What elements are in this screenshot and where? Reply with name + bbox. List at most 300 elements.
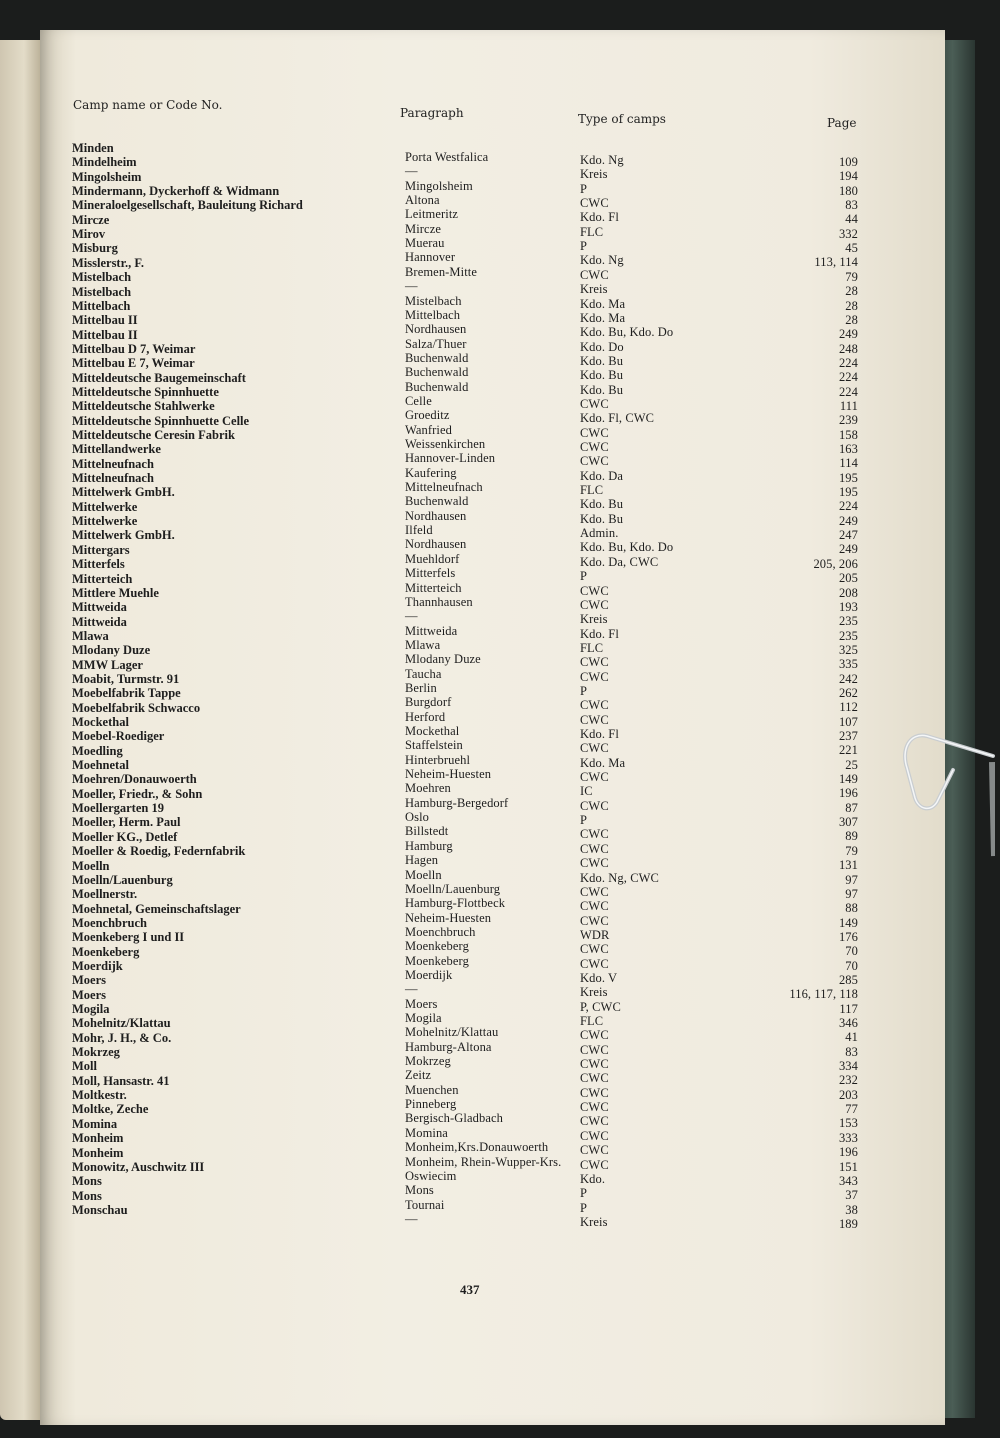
type-of-camp-cell: CWC — [580, 597, 609, 612]
paragraph-cell: — — [405, 1211, 418, 1226]
type-of-camp-cell: CWC — [580, 884, 609, 899]
page-ref-cell: 28 — [845, 284, 858, 299]
page-ref-cell: 307 — [838, 815, 858, 830]
camp-name-cell: Mittelbau II — [72, 313, 138, 328]
paragraph-cell: — — [405, 279, 418, 294]
paragraph-cell: Bremen-Mitte — [405, 264, 478, 279]
paragraph-cell: Burgdorf — [405, 695, 452, 710]
paragraph-cell: Monheim, Rhein-Wupper-Krs. — [405, 1154, 562, 1169]
camp-name-cell: Monschau — [72, 1202, 128, 1217]
paragraph-cell: Berlin — [405, 680, 437, 695]
page-ref-cell: 205, 206 — [813, 556, 858, 571]
paragraph-cell: Mokrzeg — [405, 1054, 451, 1069]
page-ref-cell: 189 — [838, 1216, 858, 1231]
type-of-camp-cell: FLC — [580, 224, 604, 239]
table-row — [40, 499, 945, 528]
camp-name-cell: Mohelnitz/Klattau — [72, 1016, 171, 1031]
paragraph-cell: Mittelbach — [405, 307, 461, 322]
page-ref-cell: 163 — [838, 442, 858, 456]
paragraph-cell: Buchenwald — [405, 379, 469, 394]
page-ref-cell: 70 — [845, 958, 858, 973]
paragraph-cell: Staffelstein — [405, 738, 463, 753]
paragraph-cell: Weissenkirchen — [405, 437, 486, 451]
type-of-camp-cell: Kdo. Bu — [580, 511, 624, 526]
page-ref-cell: 153 — [838, 1116, 858, 1131]
type-of-camp-cell: Kdo. Ng — [580, 153, 624, 167]
camp-name-cell: Mineraloelgesellschaft, Bauleitung Richard — [72, 198, 303, 213]
camp-name-cell: Mittergars — [72, 542, 130, 557]
page-ref-cell: 41 — [845, 1030, 858, 1045]
paragraph-cell: Monheim,Krs.Donauwoerth — [405, 1140, 549, 1155]
page-ref-cell: 158 — [838, 427, 858, 442]
page-ref-cell: 195 — [838, 470, 858, 485]
page-ref-cell: 79 — [845, 843, 858, 858]
type-of-camp-cell: Kdo. Ma — [580, 755, 626, 770]
paper-clip-icon — [895, 728, 995, 858]
type-of-camp-cell: Kreis — [580, 167, 608, 182]
type-of-camp-cell: CWC — [580, 698, 609, 713]
type-of-camp-cell: CWC — [580, 583, 609, 598]
paragraph-cell: Moerdijk — [405, 967, 453, 982]
type-of-camp-cell: P — [580, 1186, 588, 1201]
page-ref-cell: 195 — [838, 485, 858, 500]
camp-name-cell: Mlodany Duze — [72, 643, 151, 658]
page-ref-cell: 249 — [838, 327, 858, 342]
paragraph-cell: Moelln — [405, 867, 442, 882]
type-of-camp-cell: CWC — [580, 1057, 609, 1072]
camp-name-cell: Moebel-Roediger — [72, 729, 165, 744]
paragraph-cell: — — [405, 982, 418, 997]
page-ref-cell: 335 — [838, 657, 858, 672]
type-of-camp-cell: CWC — [580, 655, 609, 670]
page-ref-cell: 196 — [838, 1145, 858, 1160]
camp-name-cell: Mittelwerk GmbH. — [72, 528, 175, 543]
paragraph-cell: Mistelbach — [405, 293, 462, 308]
paragraph-cell: Nordhausen — [405, 322, 467, 337]
page-ref-cell: 107 — [838, 714, 858, 729]
paragraph-cell: Taucha — [405, 666, 442, 681]
type-of-camp-cell: Kreis — [580, 612, 608, 627]
type-of-camp-cell: FLC — [580, 1014, 604, 1028]
paragraph-cell: Wanfried — [405, 422, 452, 437]
type-of-camp-cell: Kdo. Bu — [580, 382, 624, 397]
paragraph-cell: Moenkeberg — [405, 953, 469, 968]
camp-name-cell: Misslerstr., F. — [72, 255, 144, 270]
page-ref-cell: 45 — [845, 241, 858, 256]
paragraph-cell: Herford — [405, 709, 446, 724]
page-ref-cell: 232 — [838, 1073, 858, 1088]
page-number: 437 — [460, 1282, 480, 1297]
type-of-camp-cell: P — [580, 1200, 588, 1215]
camp-name-cell: Mittelbau E 7, Weimar — [72, 356, 195, 371]
page-ref-cell: 224 — [838, 499, 858, 514]
page-ref-cell: 89 — [845, 829, 858, 844]
paragraph-cell: Mohelnitz/Klattau — [405, 1025, 499, 1040]
page-ref-cell: 79 — [845, 269, 858, 284]
page-ref-cell: 111 — [839, 398, 858, 413]
page-ref-cell: 224 — [838, 355, 858, 370]
camp-name-cell: Mittelbau II — [72, 327, 138, 342]
page-ref-cell: 117 — [839, 1001, 858, 1016]
page-ref-cell: 249 — [838, 542, 858, 557]
camp-name-cell: Mitteldeutsche Spinnhuette — [72, 384, 219, 399]
page-ref-cell: 77 — [845, 1102, 858, 1117]
paragraph-cell: Porta Westfalica — [405, 150, 489, 164]
paragraph-cell: Mittelneufnach — [405, 480, 483, 495]
type-of-camp-cell: Kdo. V — [580, 970, 618, 985]
type-of-camp-cell: CWC — [580, 1114, 609, 1129]
table-row — [40, 1128, 945, 1160]
type-of-camp-cell: CWC — [580, 1028, 609, 1043]
page-ref-cell: 109 — [838, 155, 858, 169]
table-row — [40, 310, 945, 342]
page-ref-cell: 235 — [838, 628, 858, 643]
type-of-camp-cell: Kdo. Bu, Kdo. Do — [580, 540, 674, 555]
paragraph-cell: Mircze — [405, 221, 441, 236]
table-row — [40, 456, 945, 485]
camp-name-cell: Monheim — [72, 1131, 124, 1146]
page-ref-cell: 333 — [838, 1130, 858, 1145]
camp-name-cell: Mistelbach — [72, 284, 132, 299]
page-ref-cell: 83 — [845, 1044, 858, 1059]
camp-name-cell: Mirov — [72, 227, 106, 242]
camp-name-cell: Moeller & Roedig, Federnfabrik — [72, 844, 246, 859]
header-camp-name: Camp name or Code No. — [73, 98, 223, 112]
camp-name-cell: Moenchbruch — [72, 915, 147, 930]
camp-name-cell: Mittweida — [72, 600, 127, 615]
index-page — [40, 30, 945, 1425]
paragraph-cell: Moers — [405, 996, 438, 1011]
paragraph-cell: Billstedt — [405, 824, 449, 839]
paragraph-cell: Momina — [405, 1125, 448, 1140]
paragraph-cell: Hamburg-Bergedorf — [405, 795, 509, 810]
paragraph-cell: Mittweida — [405, 623, 458, 638]
camp-name-cell: Moellnerstr. — [72, 887, 138, 902]
paragraph-cell: Leitmeritz — [405, 207, 459, 222]
page-ref-cell: 237 — [838, 729, 858, 743]
type-of-camp-cell: Kdo. — [580, 1171, 606, 1186]
page-ref-cell: 149 — [838, 772, 858, 787]
type-of-camp-cell: P — [580, 683, 588, 698]
page-ref-cell: 28 — [845, 312, 858, 327]
camp-name-cell: Mitterfels — [72, 557, 125, 572]
paragraph-cell: Hamburg-Flottbeck — [405, 896, 506, 911]
page-ref-cell: 88 — [845, 901, 858, 916]
paragraph-cell: Ilfeld — [405, 523, 433, 538]
table-row — [40, 267, 945, 299]
paragraph-cell: Thannhausen — [405, 594, 473, 609]
camp-name-cell: Moelln — [72, 858, 110, 873]
paragraph-cell: Bergisch-Gladbach — [405, 1111, 503, 1126]
table-row — [40, 970, 945, 1002]
type-of-camp-cell: CWC — [580, 956, 609, 971]
type-of-camp-cell: Kdo. Do — [580, 339, 624, 354]
paragraph-cell: Buchenwald — [405, 494, 469, 509]
page-ref-cell: 113, 114 — [814, 255, 858, 270]
camp-name-cell: Mittelwerke — [72, 499, 138, 514]
page-ref-cell: 70 — [845, 944, 858, 959]
page-ref-cell: 239 — [838, 413, 858, 428]
page-ref-cell: 131 — [838, 858, 858, 873]
paragraph-cell: Buchenwald — [405, 350, 469, 365]
paragraph-cell: Neheim-Huesten — [405, 767, 492, 782]
paragraph-cell: Zeitz — [405, 1068, 432, 1083]
camp-name-cell: Moll — [72, 1059, 97, 1074]
page-ref-cell: 97 — [845, 886, 858, 901]
facing-page-edge — [0, 40, 40, 1420]
type-of-camp-cell: Kdo. Fl — [580, 727, 619, 741]
camp-name-cell: Moehnetal, Gemeinschaftslager — [72, 901, 241, 916]
page-ref-cell: 180 — [838, 183, 858, 198]
camp-name-cell: Monowitz, Auschwitz III — [72, 1159, 205, 1174]
page-ref-cell: 205 — [838, 571, 858, 586]
page-ref-cell: 112 — [839, 700, 858, 715]
page-ref-cell: 242 — [838, 671, 858, 686]
camp-name-cell: Mittellandwerke — [72, 442, 161, 457]
camp-name-cell: Mohr, J. H., & Co. — [72, 1030, 172, 1045]
paragraph-cell: Moelln/Lauenburg — [405, 881, 501, 896]
camp-name-cell: Mockethal — [72, 715, 129, 729]
paragraph-cell: Mingolsheim — [405, 178, 473, 193]
camp-name-cell: Mittelbach — [72, 298, 131, 313]
page-ref-cell: 224 — [838, 384, 858, 399]
paragraph-cell: Groeditz — [405, 408, 450, 423]
page-ref-cell: 87 — [845, 800, 858, 815]
camp-name-cell: Moers — [72, 987, 107, 1002]
type-of-camp-cell: Kreis — [580, 282, 608, 297]
page-ref-cell: 346 — [838, 1016, 858, 1030]
type-of-camp-cell: FLC — [580, 483, 604, 498]
type-of-camp-cell: CWC — [580, 1042, 609, 1057]
type-of-camp-cell: P — [580, 569, 588, 584]
camp-name-cell: Mitterteich — [72, 571, 133, 586]
type-of-camp-cell: Kreis — [580, 985, 608, 1000]
table-row — [40, 597, 945, 629]
paragraph-cell: Moenkeberg — [405, 939, 469, 954]
page-ref-cell: 248 — [838, 341, 858, 356]
camp-name-cell: Mindermann, Dyckerhoff & Widmann — [72, 184, 280, 199]
camp-name-cell: Misburg — [72, 241, 118, 256]
type-of-camp-cell: Kdo. Bu — [580, 353, 624, 368]
type-of-camp-cell: FLC — [580, 640, 604, 655]
paragraph-cell: Hamburg — [405, 838, 453, 853]
paragraph-cell: Salza/Thuer — [405, 336, 467, 351]
type-of-camp-cell: CWC — [580, 798, 609, 813]
camp-name-cell: Moers — [72, 973, 107, 988]
page-ref-cell: 37 — [845, 1188, 858, 1203]
camp-name-cell: Mlawa — [72, 628, 109, 643]
camp-name-cell: Moenkeberg — [72, 944, 140, 959]
type-of-camp-cell: Kdo. Da, CWC — [580, 554, 659, 569]
paragraph-cell: Mitterteich — [405, 580, 462, 595]
type-of-camp-cell: CWC — [580, 841, 609, 856]
camp-name-cell: Mittelneufnach — [72, 471, 154, 486]
page-ref-cell: 114 — [839, 456, 858, 471]
type-of-camp-cell: IC — [580, 784, 593, 799]
type-of-camp-cell: CWC — [580, 440, 609, 454]
paragraph-cell: Mlodany Duze — [405, 652, 481, 667]
camp-name-cell: Mitteldeutsche Ceresin Fabrik — [72, 428, 235, 442]
page-ref-cell: 149 — [838, 915, 858, 930]
page-ref-cell: 334 — [838, 1059, 858, 1074]
camp-name-cell: Moltke, Zeche — [72, 1102, 149, 1117]
page-ref-cell: 249 — [838, 513, 858, 528]
type-of-camp-cell: CWC — [580, 1143, 609, 1158]
type-of-camp-cell: CWC — [580, 1085, 609, 1100]
type-of-camp-cell: Kdo. Ng, CWC — [580, 870, 659, 885]
page-ref-cell: 332 — [838, 226, 858, 241]
camp-name-cell: Moebelfabrik Schwacco — [72, 700, 201, 715]
camp-name-cell: Moll, Hansastr. 41 — [72, 1073, 170, 1088]
paragraph-cell: Mitterfels — [405, 566, 456, 581]
paragraph-cell: Tournai — [405, 1197, 445, 1212]
page-ref-cell: 208 — [838, 585, 858, 600]
page-ref-cell: 83 — [845, 198, 858, 213]
paragraph-cell: Hannover-Linden — [405, 451, 496, 466]
page-ref-cell: 203 — [838, 1087, 858, 1102]
paragraph-cell: — — [405, 164, 418, 179]
type-of-camp-cell: Kdo. Bu — [580, 368, 624, 383]
type-of-camp-cell: Kdo. Ma — [580, 310, 626, 325]
paragraph-cell: Mockethal — [405, 724, 460, 738]
header-page: Page — [827, 116, 857, 130]
type-of-camp-cell: P — [580, 239, 588, 254]
page-ref-cell: 262 — [838, 685, 858, 700]
paragraph-cell: Mlawa — [405, 637, 441, 652]
camp-name-cell: Moellergarten 19 — [72, 801, 164, 816]
camp-name-cell: Moeller, Herm. Paul — [72, 815, 181, 830]
camp-name-cell: Moedling — [72, 743, 123, 758]
camp-name-cell: MMW Lager — [72, 657, 143, 672]
header-paragraph: Paragraph — [400, 106, 464, 120]
type-of-camp-cell: CWC — [580, 770, 609, 785]
paragraph-cell: Hamburg-Altona — [405, 1039, 492, 1054]
camp-name-cell: Monheim — [72, 1145, 124, 1160]
type-of-camp-cell: WDR — [580, 927, 610, 942]
type-of-camp-cell: CWC — [580, 396, 609, 411]
paragraph-cell: Kaufering — [405, 465, 457, 480]
table-row — [40, 1171, 945, 1203]
paragraph-cell: Muehldorf — [405, 551, 460, 566]
page-ref-cell: 116, 117, 118 — [789, 987, 858, 1002]
type-of-camp-cell: Kdo. Fl, CWC — [580, 411, 655, 426]
page-ref-cell: 196 — [838, 786, 858, 801]
camp-name-cell: Moeller KG., Detlef — [72, 829, 178, 844]
paragraph-cell: Oslo — [405, 810, 430, 825]
type-of-camp-cell: CWC — [580, 1157, 609, 1172]
paragraph-cell: Neheim-Huesten — [405, 910, 492, 925]
type-of-camp-cell: Kdo. Ma — [580, 296, 626, 311]
type-of-camp-cell: Kdo. Fl — [580, 210, 619, 225]
camp-name-cell: Moebelfabrik Tappe — [72, 686, 181, 701]
type-of-camp-cell: CWC — [580, 267, 609, 282]
page-ref-cell: 151 — [838, 1159, 858, 1174]
camp-name-cell: Mogila — [72, 1002, 110, 1016]
camp-name-cell: Mittelneufnach — [72, 456, 154, 471]
camp-name-cell: Mistelbach — [72, 270, 132, 285]
type-of-camp-cell: CWC — [580, 827, 609, 842]
page-ref-cell: 176 — [838, 929, 858, 944]
type-of-camp-cell: CWC — [580, 856, 609, 871]
header-type-of-camps: Type of camps — [578, 112, 666, 126]
paragraph-cell: Pinneberg — [405, 1097, 457, 1112]
camp-name-cell: Mittlere Muehle — [72, 585, 159, 600]
type-of-camp-cell: CWC — [580, 1100, 609, 1115]
paragraph-cell: Mons — [405, 1183, 434, 1198]
camp-name-cell: Mons — [72, 1174, 102, 1189]
page-ref-cell: 28 — [845, 298, 858, 313]
paragraph-cell: Hannover — [405, 250, 456, 265]
camp-name-cell: Moenkeberg I und II — [72, 930, 185, 945]
type-of-camp-cell: CWC — [580, 454, 609, 469]
camp-name-cell: Mitteldeutsche Stahlwerke — [72, 399, 215, 414]
camp-name-cell: Mons — [72, 1188, 102, 1203]
page-ref-cell: 194 — [838, 169, 858, 184]
page-ref-cell: 38 — [845, 1202, 858, 1217]
camp-name-cell: Moerdijk — [72, 958, 123, 973]
page-ref-cell: 97 — [845, 872, 858, 887]
camp-name-cell: Mircze — [72, 212, 110, 227]
type-of-camp-cell: Kdo. Bu, Kdo. Do — [580, 325, 674, 340]
page-ref-cell: 343 — [838, 1173, 858, 1188]
paragraph-cell: Oswiecim — [405, 1168, 457, 1183]
paragraph-cell: Hagen — [405, 853, 439, 868]
camp-name-cell: Moltkestr. — [72, 1088, 127, 1103]
paragraph-cell: Celle — [405, 393, 432, 408]
type-of-camp-cell: P — [580, 181, 588, 196]
page-ref-cell: 285 — [838, 972, 858, 987]
type-of-camp-cell: CWC — [580, 425, 609, 440]
type-of-camp-cell: P — [580, 813, 588, 828]
camp-name-cell: Mittweida — [72, 614, 127, 629]
paragraph-cell: — — [405, 609, 418, 624]
type-of-camp-cell: Kdo. Fl — [580, 626, 619, 641]
page-ref-cell: 247 — [838, 528, 858, 543]
type-of-camp-cell: CWC — [580, 913, 609, 928]
camp-name-cell: Mokrzeg — [72, 1045, 120, 1060]
camp-name-cell: Mittelbau D 7, Weimar — [72, 341, 196, 356]
type-of-camp-cell: CWC — [580, 942, 609, 957]
paragraph-cell: Buchenwald — [405, 365, 469, 380]
paragraph-cell: Moenchbruch — [405, 924, 476, 939]
page-ref-cell: 44 — [845, 212, 858, 227]
type-of-camp-cell: CWC — [580, 1128, 609, 1143]
type-of-camp-cell: CWC — [580, 1071, 609, 1086]
type-of-camp-cell: Admin. — [580, 526, 619, 541]
page-ref-cell: 235 — [838, 614, 858, 629]
table-row — [40, 1200, 945, 1231]
camp-name-cell: Moeller, Friedr., & Sohn — [72, 786, 203, 801]
paragraph-cell: Altona — [405, 193, 440, 208]
table-row — [40, 927, 945, 959]
type-of-camp-cell: Kdo. Da — [580, 468, 624, 483]
camp-name-cell: Mittelwerk GmbH. — [72, 485, 175, 500]
type-of-camp-cell: CWC — [580, 196, 609, 211]
page-ref-cell: 325 — [838, 642, 858, 657]
paragraph-cell: Mogila — [405, 1011, 442, 1025]
type-of-camp-cell: CWC — [580, 741, 609, 756]
paragraph-cell: Hinterbruehl — [405, 752, 471, 767]
type-of-camp-cell: Kreis — [580, 1214, 608, 1229]
camp-name-cell: Mitteldeutsche Spinnhuette Celle — [72, 413, 250, 428]
camp-name-cell: Momina — [72, 1116, 118, 1131]
type-of-camp-cell: CWC — [580, 669, 609, 684]
page-ref-cell: 224 — [838, 370, 858, 385]
type-of-camp-cell: Kdo. Ng — [580, 253, 624, 268]
camp-name-cell: Mindelheim — [72, 155, 137, 170]
page-ref-cell: 193 — [838, 599, 858, 614]
camp-name-cell: Mingolsheim — [72, 169, 142, 184]
